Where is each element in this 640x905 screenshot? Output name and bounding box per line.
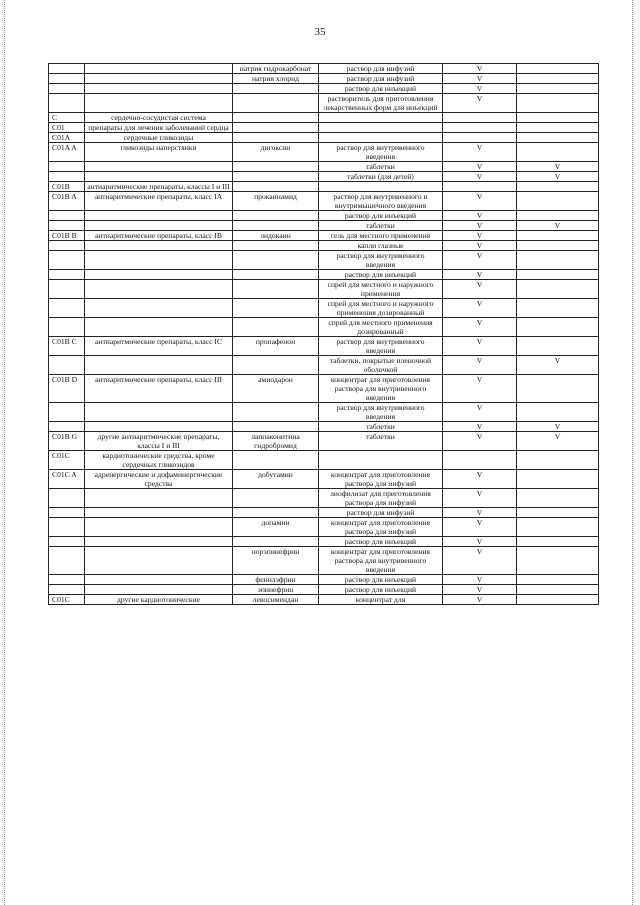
right-page-edge (632, 0, 634, 905)
atc-group-cell (85, 64, 233, 74)
extra-mark-cell (517, 270, 599, 280)
mark-cell: V (443, 595, 517, 605)
mark-cell: V (443, 251, 517, 270)
table-row (49, 299, 599, 318)
atc-code-cell (49, 537, 85, 547)
extra-mark-cell (517, 451, 599, 470)
extra-mark-cell (517, 133, 599, 143)
atc-code-cell: C01C (49, 595, 85, 605)
table-row (49, 123, 599, 133)
drug-name-cell (233, 356, 319, 375)
mark-cell (443, 133, 517, 143)
drug-name-cell (233, 318, 319, 337)
drug-name-cell (233, 403, 319, 422)
dosage-form-cell: раствор для инфузий (319, 64, 443, 74)
mark-cell: V (443, 422, 517, 432)
dosage-form-cell: таблетки, покрытые пленочной оболочкой (319, 356, 443, 375)
extra-mark-cell (517, 241, 599, 251)
extra-mark-cell: V (517, 432, 599, 451)
mark-cell: V (443, 299, 517, 318)
mark-cell: V (443, 489, 517, 508)
drug-name-cell (233, 537, 319, 547)
atc-group-cell (85, 537, 233, 547)
dosage-form-cell: концентрат для приготовления раствора для внутривенного введения (319, 375, 443, 403)
atc-code-cell: C01B G (49, 432, 85, 451)
dosage-form-cell (319, 451, 443, 470)
atc-group-cell: антиаритмические препараты, класс III (85, 375, 233, 403)
atc-group-cell (85, 162, 233, 172)
atc-group-cell: антиаритмические препараты, класс IB (85, 231, 233, 241)
atc-group-cell (85, 518, 233, 537)
atc-group-cell: антиаритмические препараты, классы I и III (85, 182, 233, 192)
extra-mark-cell (517, 537, 599, 547)
extra-mark-cell (517, 84, 599, 94)
mark-cell: V (443, 221, 517, 231)
extra-mark-cell (517, 94, 599, 113)
mark-cell: V (443, 537, 517, 547)
mark-cell: V (443, 143, 517, 162)
drug-name-cell (233, 508, 319, 518)
table-row (49, 241, 599, 251)
table-row (49, 221, 599, 231)
atc-group-cell: адренергические и дофаминергические средства (85, 470, 233, 489)
dosage-form-cell: раствор для инъекций (319, 585, 443, 595)
dosage-form-cell: раствор для внутривенного и внутримышечного введения (319, 192, 443, 211)
drug-name-cell: натрия хлорид (233, 74, 319, 84)
atc-code-cell (49, 74, 85, 84)
table-row (49, 113, 599, 123)
drug-name-cell: натрия гидрокарбонат (233, 64, 319, 74)
atc-group-cell (85, 84, 233, 94)
drug-name-cell (233, 162, 319, 172)
dosage-form-cell: раствор для инфузий (319, 74, 443, 84)
mark-cell: V (443, 470, 517, 489)
atc-code-cell (49, 84, 85, 94)
atc-code-cell (49, 251, 85, 270)
atc-code-cell: C01B (49, 182, 85, 192)
drug-name-cell: фенилэфрин (233, 575, 319, 585)
table-row (49, 231, 599, 241)
atc-code-cell (49, 422, 85, 432)
dosage-form-cell: концентрат для приготовления раствора для инфузий (319, 470, 443, 489)
extra-mark-cell (517, 403, 599, 422)
dosage-form-cell: раствор для внутривенного введения (319, 143, 443, 162)
atc-code-cell (49, 211, 85, 221)
mark-cell: V (443, 432, 517, 451)
atc-code-cell (49, 547, 85, 575)
atc-code-cell (49, 299, 85, 318)
table-row (49, 172, 599, 182)
drug-name-cell: лидокаин (233, 231, 319, 241)
drug-name-cell (233, 251, 319, 270)
drug-name-cell: лаппаконитина гидробромид (233, 432, 319, 451)
drug-name-cell (233, 172, 319, 182)
dosage-form-cell (319, 123, 443, 133)
mark-cell (443, 113, 517, 123)
dosage-form-cell: раствор для внутривенного введения (319, 337, 443, 356)
atc-group-cell (85, 356, 233, 375)
atc-group-cell (85, 74, 233, 84)
atc-group-cell (85, 280, 233, 299)
drug-name-cell (233, 422, 319, 432)
dosage-form-cell: раствор для инфузий (319, 508, 443, 518)
dosage-form-cell: раствор для инъекций (319, 84, 443, 94)
table-row (49, 508, 599, 518)
extra-mark-cell (517, 595, 599, 605)
dosage-form-cell: капли глазные (319, 241, 443, 251)
atc-code-cell (49, 172, 85, 182)
drug-name-cell (233, 299, 319, 318)
atc-code-cell (49, 162, 85, 172)
atc-code-cell: C01A A (49, 143, 85, 162)
atc-group-cell (85, 403, 233, 422)
extra-mark-cell: V (517, 162, 599, 172)
drug-name-cell (233, 123, 319, 133)
dosage-form-cell: раствор для инъекций (319, 270, 443, 280)
table-row (49, 94, 599, 113)
drug-list-table (48, 63, 599, 605)
mark-cell: V (443, 585, 517, 595)
atc-group-cell (85, 251, 233, 270)
mark-cell: V (443, 211, 517, 221)
drug-name-cell (233, 113, 319, 123)
table-row (49, 337, 599, 356)
extra-mark-cell (517, 299, 599, 318)
dosage-form-cell (319, 182, 443, 192)
table-row (49, 251, 599, 270)
mark-cell: V (443, 518, 517, 537)
drug-name-cell: амиодарон (233, 375, 319, 403)
extra-mark-cell (517, 251, 599, 270)
atc-code-cell (49, 356, 85, 375)
atc-code-cell (49, 508, 85, 518)
atc-group-cell: антиаритмические препараты, класс IA (85, 192, 233, 211)
table-row (49, 470, 599, 489)
dosage-form-cell: раствор для инъекций (319, 211, 443, 221)
mark-cell: V (443, 74, 517, 84)
extra-mark-cell (517, 74, 599, 84)
atc-group-cell (85, 508, 233, 518)
dosage-form-cell: спрей для местного и наружного применения дозированный (319, 299, 443, 318)
drug-name-cell (233, 133, 319, 143)
left-page-edge (4, 0, 6, 905)
extra-mark-cell (517, 64, 599, 74)
dosage-form-cell: таблетки (319, 221, 443, 231)
mark-cell (443, 182, 517, 192)
drug-name-cell (233, 221, 319, 231)
extra-mark-cell (517, 123, 599, 133)
table-row (49, 133, 599, 143)
mark-cell: V (443, 231, 517, 241)
mark-cell (443, 451, 517, 470)
atc-code-cell: C01B D (49, 375, 85, 403)
extra-mark-cell (517, 113, 599, 123)
table-row (49, 270, 599, 280)
table-row (49, 451, 599, 470)
dosage-form-cell: спрей для местного и наружного применения (319, 280, 443, 299)
dosage-form-cell: таблетки (319, 162, 443, 172)
dosage-form-cell (319, 133, 443, 143)
mark-cell: V (443, 547, 517, 575)
mark-cell: V (443, 84, 517, 94)
mark-cell: V (443, 64, 517, 74)
drug-name-cell: дигоксин (233, 143, 319, 162)
atc-code-cell (49, 403, 85, 422)
extra-mark-cell (517, 585, 599, 595)
atc-code-cell (49, 270, 85, 280)
dosage-form-cell: концентрат для приготовления раствора для внутривенного введения (319, 547, 443, 575)
table-row (49, 192, 599, 211)
dosage-form-cell: раствор для инъекций (319, 575, 443, 585)
atc-code-cell: C (49, 113, 85, 123)
extra-mark-cell (517, 280, 599, 299)
dosage-form-cell: таблетки (319, 432, 443, 451)
atc-code-cell (49, 318, 85, 337)
extra-mark-cell (517, 470, 599, 489)
drug-name-cell (233, 94, 319, 113)
extra-mark-cell (517, 489, 599, 508)
extra-mark-cell (517, 508, 599, 518)
atc-group-cell: другие кардиотонические (85, 595, 233, 605)
mark-cell: V (443, 375, 517, 403)
atc-group-cell (85, 270, 233, 280)
drug-name-cell: левосимендан (233, 595, 319, 605)
mark-cell: V (443, 337, 517, 356)
atc-group-cell (85, 318, 233, 337)
table-row (49, 64, 599, 74)
atc-code-cell (49, 489, 85, 508)
extra-mark-cell (517, 192, 599, 211)
drug-name-cell (233, 211, 319, 221)
mark-cell: V (443, 241, 517, 251)
extra-mark-cell: V (517, 172, 599, 182)
table-row (49, 575, 599, 585)
table-row (49, 375, 599, 403)
mark-cell: V (443, 172, 517, 182)
extra-mark-cell: V (517, 356, 599, 375)
atc-group-cell: гликозиды наперстянки (85, 143, 233, 162)
drug-name-cell: допамин (233, 518, 319, 537)
extra-mark-cell (517, 182, 599, 192)
dosage-form-cell: раствор для внутривенного введения (319, 251, 443, 270)
drug-name-cell: норэпинефрин (233, 547, 319, 575)
atc-group-cell (85, 547, 233, 575)
page-number: 35 (314, 26, 326, 38)
extra-mark-cell: V (517, 221, 599, 231)
mark-cell: V (443, 94, 517, 113)
drug-name-cell: эпинефрин (233, 585, 319, 595)
dosage-form-cell: концентрат для приготовления раствора для инфузий (319, 518, 443, 537)
atc-group-cell: сердечные гликозиды (85, 133, 233, 143)
mark-cell (443, 123, 517, 133)
table-row (49, 74, 599, 84)
drug-name-cell (233, 270, 319, 280)
atc-code-cell: C01A (49, 133, 85, 143)
atc-code-cell (49, 221, 85, 231)
drug-name-cell: пропафенон (233, 337, 319, 356)
drug-name-cell (233, 241, 319, 251)
atc-code-cell: C01B C (49, 337, 85, 356)
mark-cell: V (443, 280, 517, 299)
dosage-form-cell: таблетки (для детей) (319, 172, 443, 182)
table-row (49, 422, 599, 432)
atc-code-cell (49, 575, 85, 585)
atc-code-cell (49, 241, 85, 251)
extra-mark-cell (517, 143, 599, 162)
table-row (49, 84, 599, 94)
mark-cell: V (443, 508, 517, 518)
atc-group-cell: антиаритмические препараты, класс IC (85, 337, 233, 356)
atc-code-cell (49, 94, 85, 113)
dosage-form-cell: таблетки (319, 422, 443, 432)
extra-mark-cell (517, 231, 599, 241)
mark-cell: V (443, 270, 517, 280)
mark-cell: V (443, 575, 517, 585)
drug-name-cell: прокаинамид (233, 192, 319, 211)
atc-group-cell (85, 575, 233, 585)
extra-mark-cell (517, 547, 599, 575)
atc-group-cell (85, 221, 233, 231)
dosage-form-cell (319, 113, 443, 123)
atc-group-cell (85, 299, 233, 318)
dosage-form-cell: раствор для инъекций (319, 537, 443, 547)
atc-code-cell: C01C (49, 451, 85, 470)
mark-cell: V (443, 192, 517, 211)
drug-name-cell (233, 280, 319, 299)
extra-mark-cell (517, 318, 599, 337)
atc-code-cell: C01B A (49, 192, 85, 211)
extra-mark-cell (517, 211, 599, 221)
drug-name-cell (233, 451, 319, 470)
atc-group-cell (85, 211, 233, 221)
drug-name-cell (233, 84, 319, 94)
table-row (49, 489, 599, 508)
dosage-form-cell: лиофилизат для приготовления раствора для инфузий (319, 489, 443, 508)
atc-code-cell: C01 (49, 123, 85, 133)
table-row (49, 595, 599, 605)
table-row (49, 182, 599, 192)
atc-code-cell: C01B B (49, 231, 85, 241)
atc-group-cell (85, 422, 233, 432)
atc-group-cell: другие антиаритмические препараты, классы I и III (85, 432, 233, 451)
dosage-form-cell: гель для местного применения (319, 231, 443, 241)
dosage-form-cell: раствор для внутривенного введения (319, 403, 443, 422)
table-row (49, 585, 599, 595)
atc-code-cell (49, 518, 85, 537)
table-row (49, 432, 599, 451)
mark-cell: V (443, 403, 517, 422)
table-row (49, 537, 599, 547)
drug-name-cell (233, 489, 319, 508)
dosage-form-cell: растворитель для приготовления лекарственных форм для инъекций (319, 94, 443, 113)
table-row (49, 403, 599, 422)
table-row (49, 547, 599, 575)
atc-code-cell (49, 64, 85, 74)
table-row (49, 162, 599, 172)
extra-mark-cell (517, 518, 599, 537)
drug-name-cell: добутамин (233, 470, 319, 489)
atc-group-cell: кардиотонические средства, кроме сердечных гликозидов (85, 451, 233, 470)
atc-group-cell (85, 94, 233, 113)
atc-group-cell (85, 585, 233, 595)
mark-cell: V (443, 318, 517, 337)
extra-mark-cell (517, 375, 599, 403)
atc-code-cell (49, 585, 85, 595)
table-row (49, 356, 599, 375)
atc-group-cell (85, 241, 233, 251)
table-row (49, 280, 599, 299)
drug-name-cell (233, 182, 319, 192)
atc-code-cell (49, 280, 85, 299)
table-row (49, 143, 599, 162)
atc-group-cell: препараты для лечения заболеваний сердца (85, 123, 233, 133)
mark-cell: V (443, 356, 517, 375)
table-row (49, 318, 599, 337)
dosage-form-cell: концентрат для (319, 595, 443, 605)
extra-mark-cell (517, 575, 599, 585)
atc-group-cell: сердечно-сосудистая система (85, 113, 233, 123)
mark-cell: V (443, 162, 517, 172)
extra-mark-cell (517, 337, 599, 356)
table-row (49, 518, 599, 537)
dosage-form-cell: спрей для местного применения дозированный (319, 318, 443, 337)
table-row (49, 211, 599, 221)
atc-group-cell (85, 172, 233, 182)
atc-code-cell: C01C A (49, 470, 85, 489)
atc-group-cell (85, 489, 233, 508)
extra-mark-cell: V (517, 422, 599, 432)
